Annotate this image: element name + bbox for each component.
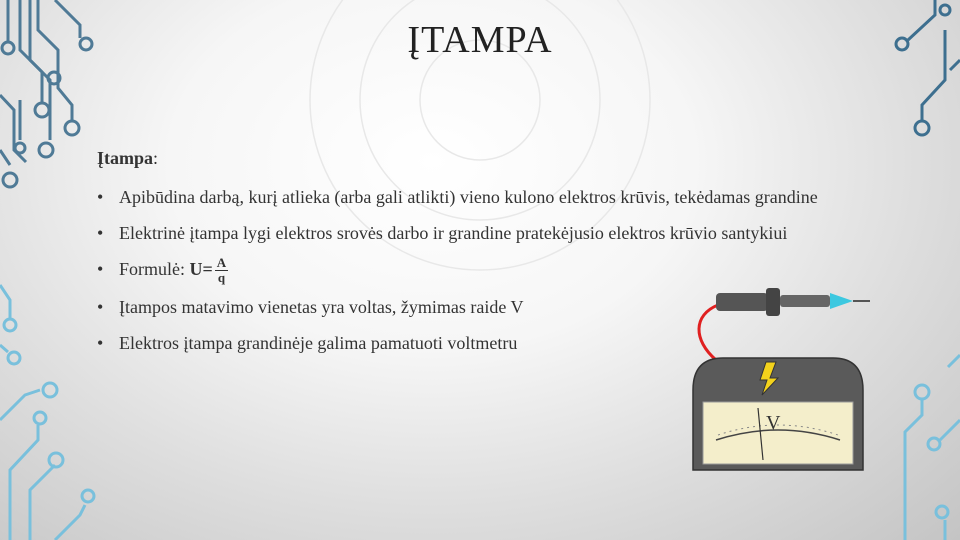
formula-fraction — [215, 256, 228, 285]
probe-icon — [716, 288, 870, 316]
list-item — [97, 183, 877, 211]
bullet-text: Elektrinė įtampa lygi elektros srovės darbo ir grandine pratekėjusio elektros krūvio santykiui — [119, 223, 788, 243]
voltmeter-illustration — [688, 280, 878, 475]
meter-unit-label: V — [766, 412, 781, 434]
formula-numerator: A — [216, 255, 227, 271]
bullet-icon: • — [97, 333, 104, 354]
probe-wire — [699, 305, 718, 360]
bullet-icon: • — [97, 223, 104, 243]
formula-lhs: U= — [189, 259, 213, 279]
heading-colon: : — [153, 148, 159, 168]
circuit-right-bottom — [905, 355, 960, 540]
bullet-icon: • — [97, 187, 104, 207]
slide-title: ĮTAMPA — [407, 19, 553, 61]
content-heading — [97, 148, 877, 169]
bullet-icon: • — [97, 297, 104, 318]
bullet-icon: • — [97, 259, 104, 279]
bullet-text: Elektros įtampa grandinėje galima pamatuoti voltmetru — [119, 333, 518, 354]
formula-label: Formulė: — [119, 259, 190, 279]
heading-bold: Įtampa — [97, 148, 154, 168]
bullet-text: Įtampos matavimo vienetas yra voltas, žymimas raide V — [119, 297, 524, 318]
list-item — [97, 219, 877, 247]
circuit-left-bottom — [0, 285, 94, 540]
bullet-text: Apibūdina darbą, kurį atlieka (arba gali atlikti) vieno kulono elektros krūvis, tekėdamas grandine — [119, 187, 818, 207]
formula-denominator: q — [217, 270, 226, 286]
